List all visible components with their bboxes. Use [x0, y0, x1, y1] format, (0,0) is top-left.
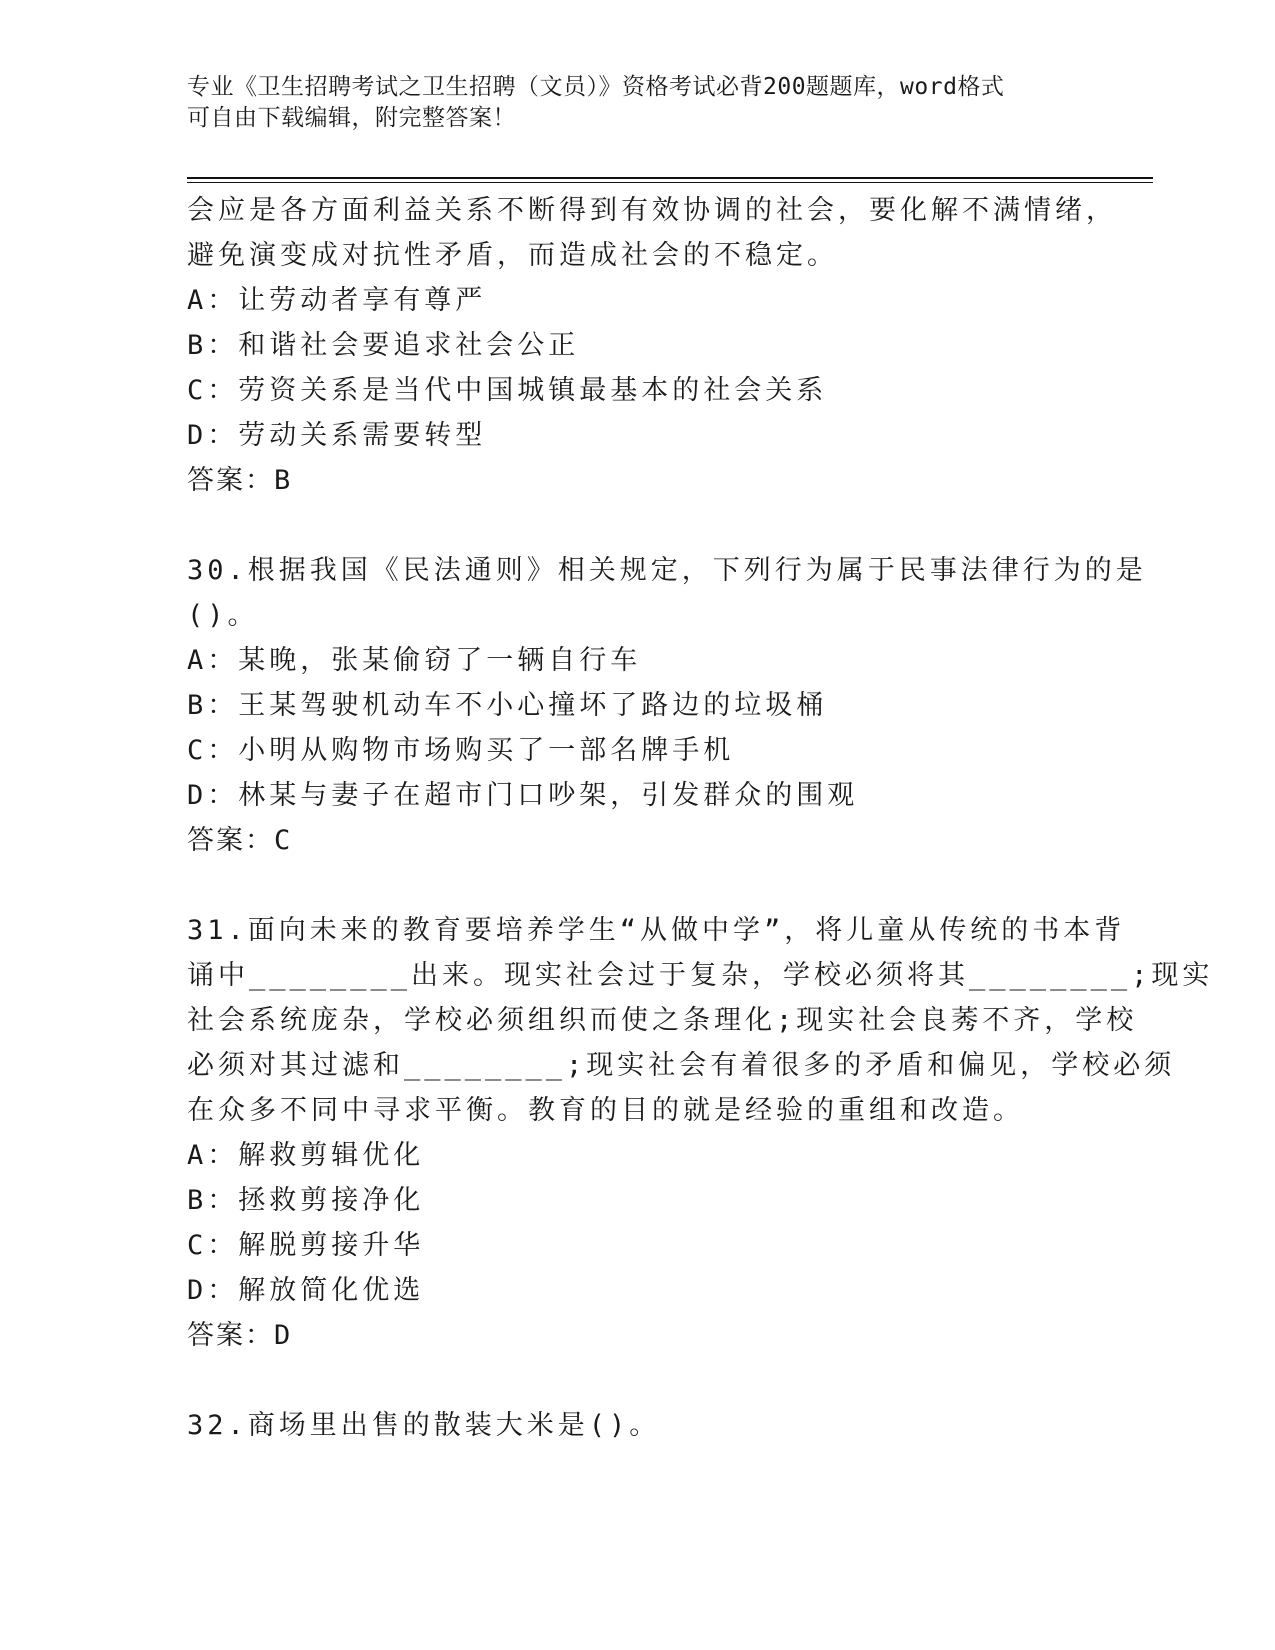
spacer [187, 863, 1077, 908]
question-32 [187, 1403, 1077, 1448]
question-text-line: 30.根据我国《民法通则》相关规定，下列行为属于民事法律行为的是 [187, 555, 1147, 586]
question-29-continuation [187, 188, 1117, 503]
option-b: B：拯救剪接净化 [187, 1185, 425, 1216]
option-c: C：劳资关系是当代中国城镇最基本的社会关系 [187, 375, 828, 406]
option-c: C：解脱剪接升华 [187, 1230, 425, 1261]
answer-line: 答案：D [187, 1320, 293, 1351]
header-line-2: 可自由下载编辑，附完整答案！ [187, 105, 516, 131]
question-text-line: 31.面向未来的教育要培养学生“从做中学”，将儿童从传统的书本背 [187, 915, 1126, 946]
question-text-line: ()。 [187, 600, 259, 631]
question-text-line: 必须对其过滤和________;现实社会有着很多的矛盾和偏见，学校必须 [187, 1050, 1176, 1081]
header-divider [187, 177, 1153, 179]
option-d: D：解放简化优选 [187, 1275, 425, 1306]
question-text-line: 32.商场里出售的散装大米是()。 [187, 1410, 661, 1441]
question-text-line: 在众多不同中寻求平衡。教育的目的就是经验的重组和改造。 [187, 1095, 1024, 1126]
option-b: B：和谐社会要追求社会公正 [187, 330, 580, 361]
question-31 [187, 908, 1214, 1358]
option-a: A：某晚，张某偷窃了一辆自行车 [187, 645, 642, 676]
question-list [187, 188, 1214, 1448]
question-text-line: 避免演变成对抗性矛盾，而造成社会的不稳定。 [187, 240, 838, 271]
header-line-1: 专业《卫生招聘考试之卫生招聘（文员）》资格考试必背200题题库，word格式 [187, 74, 1005, 100]
option-d: D：林某与妻子在超市门口吵架，引发群众的围观 [187, 780, 859, 811]
option-a: A：让劳动者享有尊严 [187, 285, 487, 316]
option-c: C：小明从购物市场购买了一部名牌手机 [187, 735, 735, 766]
question-text-line: 社会系统庞杂，学校必须组织而使之条理化;现实社会良莠不齐，学校 [187, 1005, 1138, 1036]
question-30 [187, 548, 1147, 863]
option-d: D：劳动关系需要转型 [187, 420, 487, 451]
option-b: B：王某驾驶机动车不小心撞坏了路边的垃圾桶 [187, 690, 828, 721]
document-header [187, 72, 1067, 134]
answer-line: 答案：C [187, 825, 293, 856]
option-a: A：解救剪辑优化 [187, 1140, 425, 1171]
answer-line: 答案：B [187, 465, 293, 496]
question-text-line: 会应是各方面利益关系不断得到有效协调的社会，要化解不满情绪， [187, 195, 1117, 226]
spacer [187, 1358, 1077, 1403]
question-text-line: 诵中________出来。现实社会过于复杂，学校必须将其________;现实 [187, 960, 1214, 991]
spacer [187, 503, 1077, 548]
